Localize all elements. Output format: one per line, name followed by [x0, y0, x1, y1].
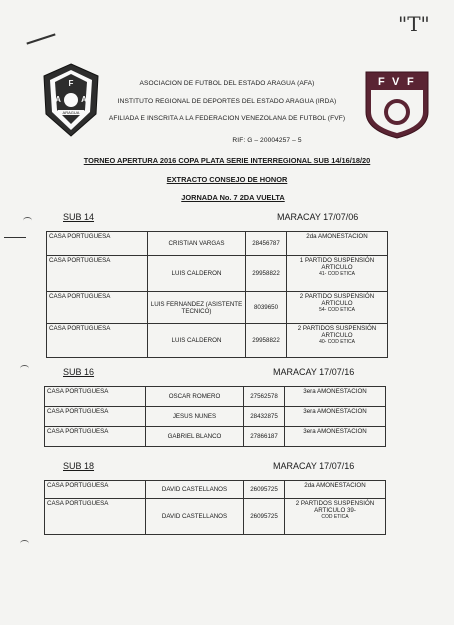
player-cell: LUIS CALDERON — [148, 324, 246, 358]
sanction-cell — [287, 232, 388, 256]
team-cell: CASA PORTUGUESA — [45, 499, 146, 535]
section-date-sub16: MARACAY 17/07/16 — [273, 367, 355, 377]
fvf-letter-3: F — [407, 76, 414, 88]
section-category-sub14: SUB 14 — [63, 212, 95, 222]
player-cell: JESUS NUNES — [146, 407, 244, 427]
team-cell: CASA PORTUGUESA — [45, 407, 146, 427]
id-cell: 29958822 — [246, 256, 287, 292]
punch-hole-mark — [20, 365, 29, 372]
punch-hole-mark — [20, 540, 29, 547]
header-rif: RIF: G – 20004257 – 5 — [232, 137, 302, 144]
section-date-sub14: MARACAY 17/07/06 — [277, 212, 359, 222]
sanction-detail: 40- COD ETICA — [319, 339, 355, 345]
header-line-2: INSTITUTO REGIONAL DE DEPORTES DEL ESTADO ARAGUA (IRDA) — [117, 98, 337, 105]
sanction-cell: 3era AMONESTACION — [285, 387, 386, 407]
player-cell: LUIS CALDERON — [148, 256, 246, 292]
team-cell: CASA PORTUGUESA — [47, 256, 148, 292]
id-cell: 26095725 — [244, 499, 285, 535]
id-cell: 8039650 — [246, 292, 287, 324]
sanction-text: 2da AMONESTACION — [306, 233, 368, 240]
table-row — [45, 481, 386, 499]
table-row — [45, 427, 386, 447]
table-row — [45, 499, 386, 535]
player-cell: OSCAR ROMERO — [146, 387, 244, 407]
sanctions-table-sub14 — [46, 231, 388, 358]
sanction-cell — [287, 324, 388, 358]
header-line-1: ASOCIACION DE FUTBOL DEL ESTADO ARAGUA (AFA) — [139, 80, 315, 87]
afa-banner-text: ARAGUA — [62, 110, 80, 115]
afa-letter-left: A — [55, 95, 61, 104]
id-cell: 27562578 — [244, 387, 285, 407]
table-row — [45, 387, 386, 407]
id-cell: 27866187 — [244, 427, 285, 447]
handwritten-mark: "T" — [398, 12, 430, 36]
id-cell: 28456787 — [246, 232, 287, 256]
team-cell: CASA PORTUGUESA — [45, 481, 146, 499]
sanction-cell — [287, 256, 388, 292]
pen-arrow-mark — [4, 237, 26, 238]
sanction-detail: 41- COD ETICA — [319, 271, 355, 277]
afa-letter-top: F — [68, 79, 74, 88]
sanction-detail: COD ETICA — [321, 514, 349, 520]
section-date-sub18: MARACAY 17/07/16 — [273, 461, 355, 471]
table-row — [47, 232, 388, 256]
team-cell: CASA PORTUGUESA — [47, 232, 148, 256]
table-row — [47, 292, 388, 324]
sanction-cell: 3era AMONESTACION — [285, 407, 386, 427]
id-cell: 26095725 — [244, 481, 285, 499]
extract-title: EXTRACTO CONSEJO DE HONOR — [166, 175, 288, 184]
sanction-cell — [285, 499, 386, 535]
sanction-text: 2 PARTIDO SUSPENSIÓN ARTICULO — [299, 293, 375, 307]
player-cell: DAVID CASTELLANOS — [146, 499, 244, 535]
sanction-text: 1 PARTIDO SUSPENSIÓN ARTICULO — [299, 257, 375, 271]
player-cell: GABRIEL BLANCO — [146, 427, 244, 447]
fvf-letter-1: F — [378, 76, 385, 88]
pen-scribble — [26, 33, 55, 44]
table-row — [47, 324, 388, 358]
fvf-letter-2: V — [392, 76, 400, 88]
sanction-cell: 2da AMONESTACION — [285, 481, 386, 499]
section-category-sub16: SUB 16 — [63, 367, 95, 377]
table-row — [47, 256, 388, 292]
table-row — [45, 407, 386, 427]
team-cell: CASA PORTUGUESA — [45, 427, 146, 447]
sanction-cell: 3era AMONESTACION — [285, 427, 386, 447]
round-title: JORNADA No. 7 2DA VUELTA — [181, 193, 285, 202]
section-category-sub18: SUB 18 — [63, 461, 95, 471]
sanctions-table-sub16 — [44, 386, 386, 447]
sanction-text: 2 PARTIDOS SUSPENSIÓN ARTICULO — [297, 325, 377, 339]
sanction-detail: 54- COD ETICA — [319, 307, 355, 313]
id-cell: 28432875 — [244, 407, 285, 427]
sanction-cell — [287, 292, 388, 324]
punch-hole-mark — [23, 217, 32, 224]
player-cell: CRISTIAN VARGAS — [148, 232, 246, 256]
id-cell: 29958822 — [246, 324, 287, 358]
team-cell: CASA PORTUGUESA — [47, 324, 148, 358]
player-cell: LUIS FERNANDEZ (ASISTENTE TECNICO) — [148, 292, 246, 324]
tournament-title: TORNEO APERTURA 2016 COPA PLATA SERIE INTERREGIONAL SUB 14/16/18/20 — [83, 156, 371, 165]
team-cell: CASA PORTUGUESA — [45, 387, 146, 407]
afa-letter-right: A — [81, 95, 87, 104]
team-cell: CASA PORTUGUESA — [47, 292, 148, 324]
sanction-text: 2 PARTIDOS SUSPENSIÓN ARTICULO 39- — [295, 500, 375, 514]
sanctions-table-sub18 — [44, 480, 386, 535]
header-line-3: AFILIADA E INSCRITA A LA FEDERACION VENEZOLANA DE FUTBOL (FVF) — [108, 115, 346, 122]
player-cell: DAVID CASTELLANOS — [146, 481, 244, 499]
